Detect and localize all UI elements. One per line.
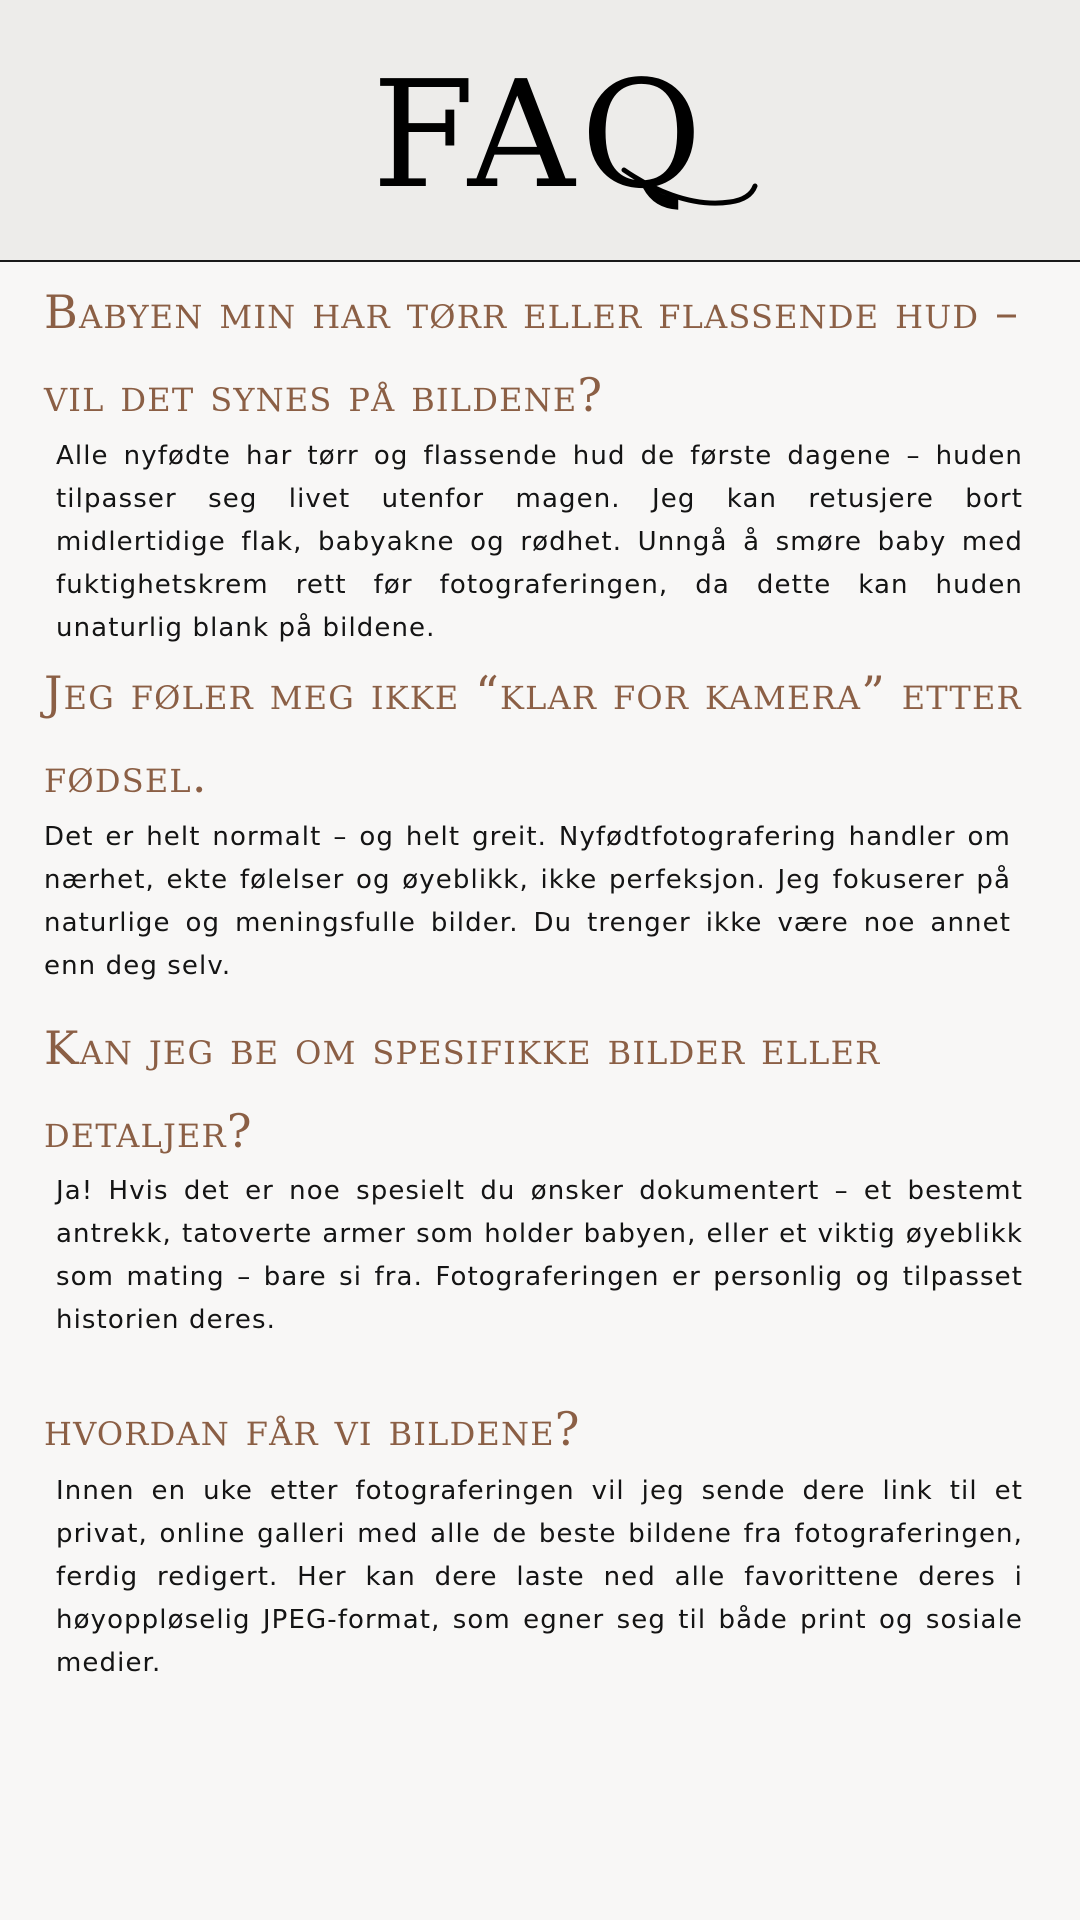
faq-question-4: hvordan får vi bildene?	[44, 1402, 581, 1456]
faq-question-1: Babyen min har tørr eller flassende hud – vil det synes på bildene?	[44, 285, 1020, 422]
header-banner	[0, 0, 1080, 262]
flourish-icon	[620, 150, 760, 210]
faq-answer-3: Ja! Hvis det er noe spesielt du ønsker dokumentert – et bestemt antrekk, tatoverte armer som holder babyen, eller et viktig øyeblikk som mating – bare si fra. Fotograferingen er personlig og tilpasset historien deres.	[56, 1176, 1023, 1335]
faq-question-3: Kan jeg be om spesifikke bilder eller detaljer?	[44, 1021, 881, 1158]
faq-question-2: Jeg føler meg ikke “klar for kamera” etter fødsel.	[44, 666, 1022, 803]
faq-answer-4: Innen en uke etter fotograferingen vil jeg sende dere link til et privat, online galleri med alle de beste bildene fra fotograferingen, ferdig redigert. Her kan dere laste ned alle favorittene deres i høyoppløselig JPEG-format, som egner seg til både print og sosiale medier.	[56, 1476, 1023, 1678]
page-title: FAQ	[371, 49, 709, 221]
faq-answer-2: Det er helt normalt – og helt greit. Nyfødtfotografering handler om nærhet, ekte følelser og øyeblikk, ikke perfeksjon. Jeg fokuserer på naturlige og meningsfulle bilder. Du trenger ikke være noe annet enn deg selv.	[44, 822, 1011, 981]
faq-answer-1: Alle nyfødte har tørr og flassende hud de første dagene – huden tilpasser seg livet utenfor magen. Jeg kan retusjere bort midlertidige flak, babyakne og rødhet. Unngå å smøre baby med fuktighetskrem rett før fotograferingen, da dette kan huden unaturlig blank på bildene.	[56, 441, 1023, 643]
